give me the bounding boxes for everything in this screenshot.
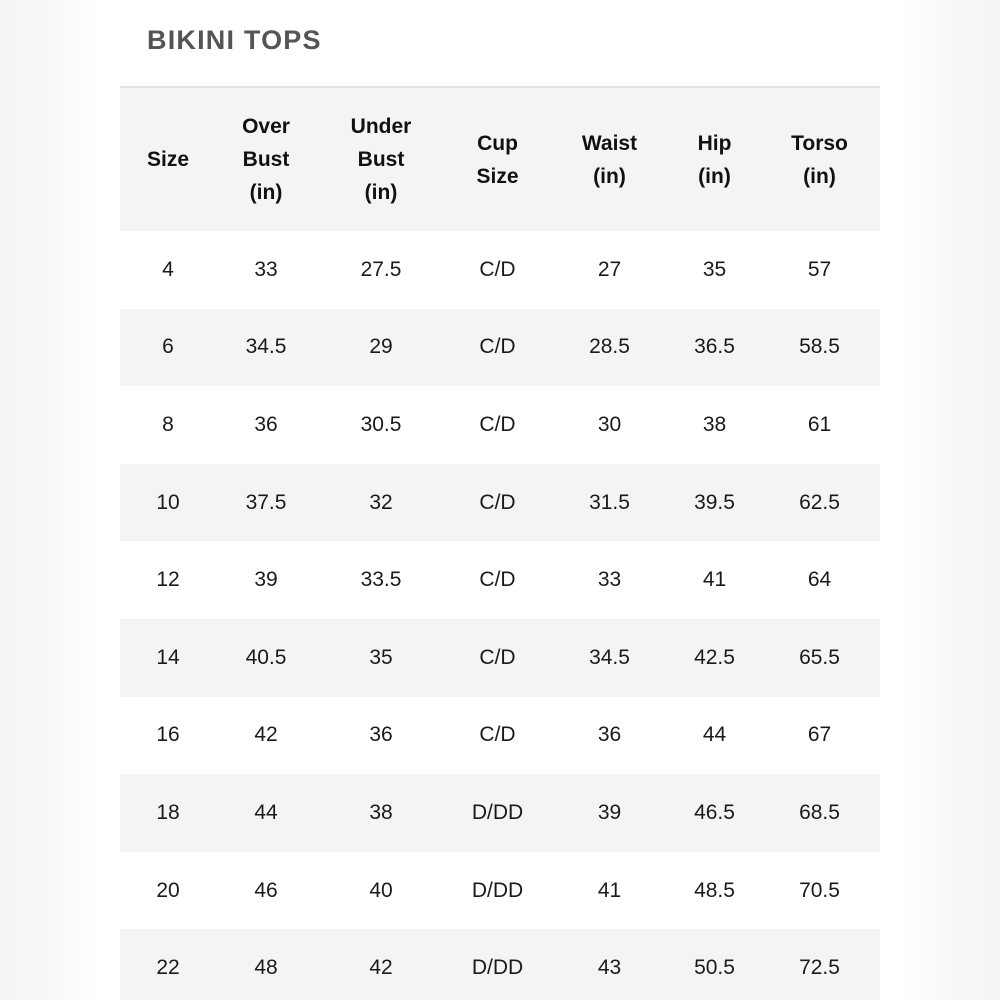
cell-size: 12: [120, 541, 216, 619]
table-body: [120, 231, 880, 1000]
cell-cup-size: D/DD: [446, 852, 549, 930]
cell-waist: 27: [549, 231, 670, 309]
cell-cup-size: D/DD: [446, 774, 549, 852]
column-header-waist: [549, 87, 670, 231]
cell-size: 6: [120, 309, 216, 387]
size-chart-table: [120, 86, 880, 1000]
column-header-text: (in): [803, 164, 836, 188]
cell-hip: 38: [670, 386, 759, 464]
header-row: [120, 87, 880, 231]
cell-over-bust: 40.5: [216, 619, 316, 697]
cell-torso: 68.5: [759, 774, 880, 852]
cell-waist: 30: [549, 386, 670, 464]
table-row: [120, 619, 880, 697]
cell-under-bust: 40: [316, 852, 446, 930]
table-row: [120, 309, 880, 387]
cell-size: 14: [120, 619, 216, 697]
column-header-text: (in): [698, 164, 731, 188]
cell-under-bust: 32: [316, 464, 446, 542]
column-header-text: Under: [350, 115, 412, 138]
column-header-text: Bust: [357, 148, 405, 171]
cell-cup-size: D/DD: [446, 929, 549, 1000]
cell-waist: 31.5: [549, 464, 670, 542]
cell-under-bust: 36: [316, 697, 446, 775]
cell-under-bust: 38: [316, 774, 446, 852]
cell-size: 16: [120, 697, 216, 775]
cell-size: 18: [120, 774, 216, 852]
column-header-over-bust: [216, 87, 316, 231]
page-title: BIKINI TOPS: [147, 25, 322, 55]
column-header-text: Over: [242, 115, 290, 138]
table-row: [120, 464, 880, 542]
column-header-text: (in): [593, 164, 626, 188]
cell-over-bust: 42: [216, 697, 316, 775]
cell-torso: 67: [759, 697, 880, 775]
column-header-hip: [670, 87, 759, 231]
cell-hip: 48.5: [670, 852, 759, 930]
table-header: [120, 87, 880, 231]
column-header-under-bust: [316, 87, 446, 231]
table-row: [120, 231, 880, 309]
cell-torso: 58.5: [759, 309, 880, 387]
column-header-text: Size: [476, 164, 519, 188]
cell-size: 22: [120, 929, 216, 1000]
cell-over-bust: 39: [216, 541, 316, 619]
cell-cup-size: C/D: [446, 386, 549, 464]
column-header-text: Torso: [791, 131, 848, 155]
column-header-text: (in): [249, 181, 283, 204]
table-row: [120, 774, 880, 852]
cell-under-bust: 27.5: [316, 231, 446, 309]
cell-over-bust: 44: [216, 774, 316, 852]
column-header-size: [120, 87, 216, 231]
cell-torso: 72.5: [759, 929, 880, 1000]
cell-cup-size: C/D: [446, 697, 549, 775]
cell-cup-size: C/D: [446, 309, 549, 387]
cell-over-bust: 36: [216, 386, 316, 464]
cell-hip: 41: [670, 541, 759, 619]
cell-cup-size: C/D: [446, 541, 549, 619]
cell-torso: 64: [759, 541, 880, 619]
cell-torso: 70.5: [759, 852, 880, 930]
cell-over-bust: 33: [216, 231, 316, 309]
cell-torso: 65.5: [759, 619, 880, 697]
column-header-text: Size: [146, 148, 190, 171]
cell-size: 10: [120, 464, 216, 542]
cell-hip: 42.5: [670, 619, 759, 697]
column-header-text: (in): [364, 181, 398, 204]
cell-hip: 50.5: [670, 929, 759, 1000]
table-row: [120, 386, 880, 464]
cell-waist: 34.5: [549, 619, 670, 697]
cell-hip: 46.5: [670, 774, 759, 852]
cell-waist: 33: [549, 541, 670, 619]
cell-size: 20: [120, 852, 216, 930]
table-row: [120, 929, 880, 1000]
cell-waist: 36: [549, 697, 670, 775]
cell-under-bust: 42: [316, 929, 446, 1000]
column-header-text: Bust: [242, 148, 290, 171]
column-header-torso: [759, 87, 880, 231]
cell-cup-size: C/D: [446, 231, 549, 309]
cell-torso: 62.5: [759, 464, 880, 542]
cell-size: 4: [120, 231, 216, 309]
cell-torso: 57: [759, 231, 880, 309]
table-row: [120, 852, 880, 930]
cell-over-bust: 46: [216, 852, 316, 930]
cell-waist: 28.5: [549, 309, 670, 387]
cell-over-bust: 34.5: [216, 309, 316, 387]
column-header-cup-size: [446, 87, 549, 231]
cell-under-bust: 35: [316, 619, 446, 697]
cell-size: 8: [120, 386, 216, 464]
column-header-text: Cup: [477, 131, 518, 155]
cell-hip: 35: [670, 231, 759, 309]
cell-cup-size: C/D: [446, 464, 549, 542]
cell-under-bust: 30.5: [316, 386, 446, 464]
cell-over-bust: 37.5: [216, 464, 316, 542]
cell-under-bust: 29: [316, 309, 446, 387]
cell-waist: 41: [549, 852, 670, 930]
table-row: [120, 541, 880, 619]
cell-torso: 61: [759, 386, 880, 464]
cell-waist: 43: [549, 929, 670, 1000]
cell-hip: 39.5: [670, 464, 759, 542]
cell-cup-size: C/D: [446, 619, 549, 697]
cell-over-bust: 48: [216, 929, 316, 1000]
table-row: [120, 697, 880, 775]
column-header-text: Hip: [697, 131, 732, 155]
cell-hip: 44: [670, 697, 759, 775]
cell-waist: 39: [549, 774, 670, 852]
cell-under-bust: 33.5: [316, 541, 446, 619]
cell-hip: 36.5: [670, 309, 759, 387]
column-header-text: Waist: [581, 131, 638, 155]
